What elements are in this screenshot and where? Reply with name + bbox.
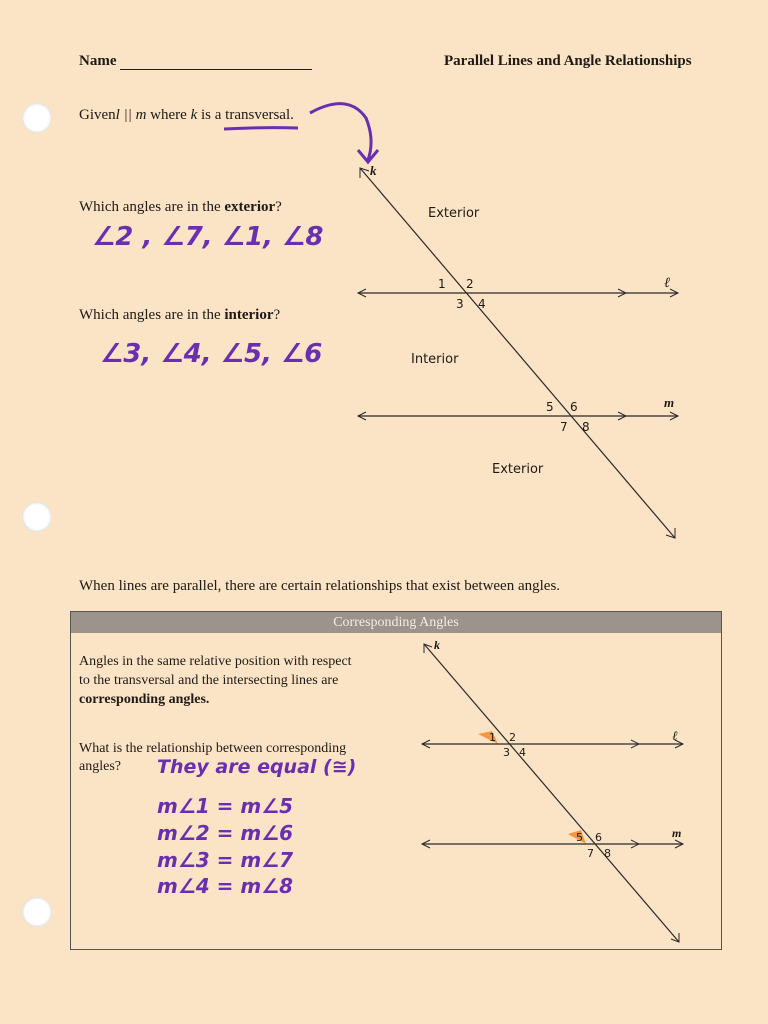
question-line-2: angles?	[79, 759, 121, 774]
definition-line-2: to the transversal and the intersecting lines are	[79, 673, 339, 688]
angle-8-label: 8	[582, 420, 590, 434]
exterior-top-label: Exterior	[428, 206, 480, 221]
box-angle-4-label: 4	[519, 746, 526, 759]
angle-7-label: 7	[560, 420, 568, 434]
exterior-question-prefix: Which angles are in the	[79, 199, 225, 215]
interior-question-bold: interior	[224, 307, 274, 323]
interior-answer: ∠3, ∠4, ∠5, ∠6	[100, 339, 323, 369]
exterior-bottom-label: Exterior	[492, 462, 544, 477]
interior-question-suffix: ?	[273, 307, 281, 323]
line-l-label: ℓ	[664, 276, 670, 291]
angle-2-label: 2	[466, 277, 474, 291]
angle-5-label: 5	[546, 400, 554, 414]
angle-4-label: 4	[478, 297, 486, 311]
angle-3-label: 3	[456, 297, 464, 311]
box-angle-1-label: 1	[489, 731, 496, 744]
equation-3: m∠3 = m∠7	[157, 848, 294, 872]
box-line-k-label: k	[434, 638, 440, 652]
box-angle-8-label: 8	[604, 847, 611, 860]
box-angle-3-label: 3	[503, 746, 510, 759]
definition-line-3: corresponding angles.	[79, 692, 210, 707]
transversal-letter: k	[190, 107, 198, 123]
equation-4: m∠4 = m∠8	[157, 874, 294, 898]
equation-1: m∠1 = m∠5	[157, 794, 294, 818]
corresponding-answer: They are equal (≅)	[157, 756, 357, 778]
box-line-l-label: ℓ	[672, 728, 678, 743]
interior-question-prefix: Which angles are in the	[79, 307, 225, 323]
exterior-answer: ∠2 , ∠7, ∠1, ∠8	[92, 222, 324, 252]
corresponding-angles-header: Corresponding Angles	[71, 612, 721, 633]
box-angle-6-label: 6	[595, 831, 602, 844]
where-word: where	[146, 107, 191, 123]
box-angle-2-label: 2	[509, 731, 516, 744]
name-label: Name	[79, 53, 117, 69]
transversal-text: is a transversal.	[197, 107, 294, 123]
parallel-statement: l || m	[115, 107, 147, 123]
exterior-question-bold: exterior	[224, 199, 276, 215]
line-m-label: m	[664, 395, 675, 410]
exterior-question-suffix: ?	[275, 199, 282, 215]
box-line-m-label: m	[672, 826, 682, 840]
equation-2: m∠2 = m∠6	[157, 821, 294, 845]
line-k-label: k	[370, 163, 377, 178]
interior-label: Interior	[411, 352, 459, 367]
worksheet-title: Parallel Lines and Angle Relationships	[444, 53, 692, 69]
angle-1-label: 1	[438, 277, 446, 291]
box-transversal-k	[424, 644, 682, 942]
intro-sentence: When lines are parallel, there are certain relationships that exist between angles.	[79, 578, 561, 594]
box-angle-5-label: 5	[576, 831, 583, 844]
question-line-1: What is the relationship between corresponding	[79, 741, 347, 756]
angle-6-label: 6	[570, 400, 578, 414]
definition-line-1: Angles in the same relative position with respect	[79, 654, 352, 669]
box-angle-7-label: 7	[587, 847, 594, 860]
given-word: Given	[79, 107, 116, 123]
